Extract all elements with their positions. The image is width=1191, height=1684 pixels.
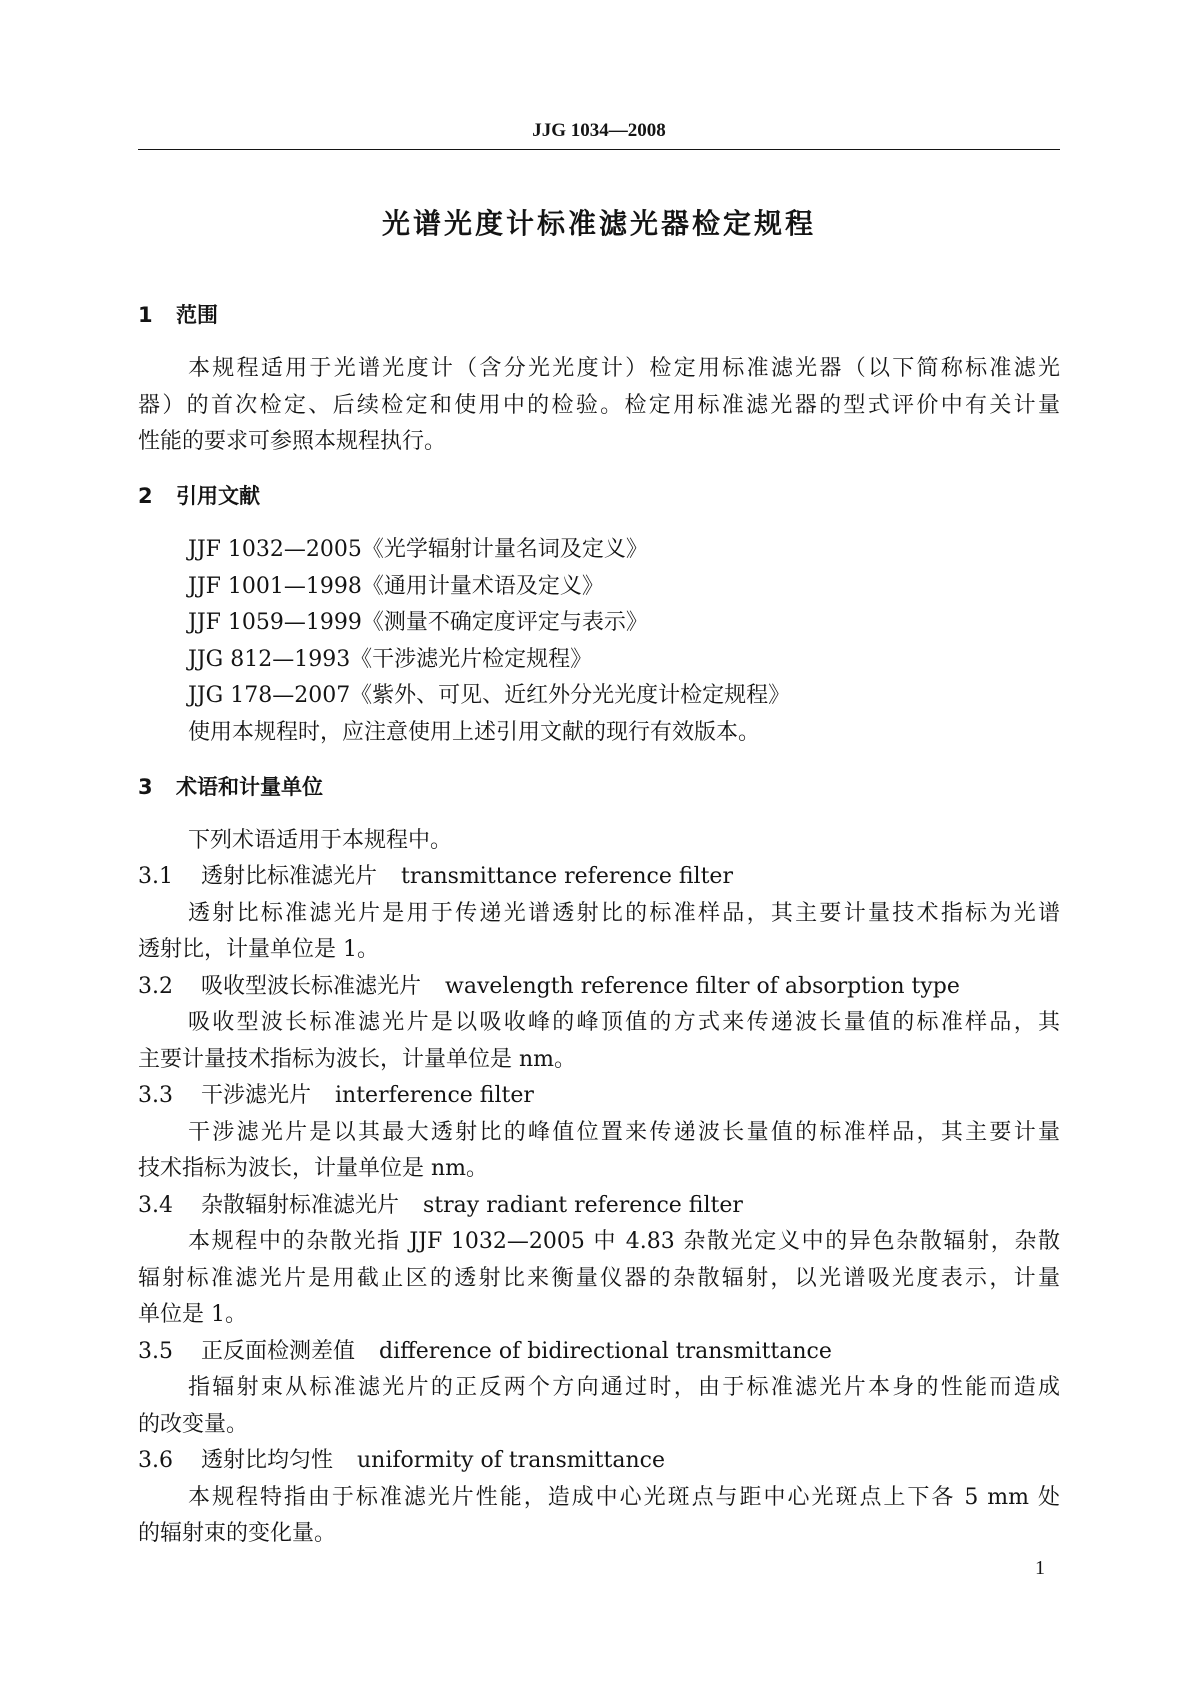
term-number: 3.3 [138, 1083, 173, 1108]
term-chinese: 透射比均匀性 [201, 1448, 334, 1473]
definition-line: 本规程特指由于标准滤光片性能，造成中心光斑点与距中心光斑点上下各 5 mm 处 [188, 1484, 1060, 1510]
term-chinese: 吸收型波长标准滤光片 [201, 973, 422, 999]
definition-line: 吸收型波长标准滤光片是以吸收峰的峰顶值的方式来传递波长量值的标准样品，其 [188, 1010, 1060, 1035]
term-english: transmittance reference filter [401, 864, 733, 889]
definition-line: 单位是 1。 [138, 1302, 247, 1327]
reference-item: JJG 178—2007《紫外、可见、近红外分光光度计检定规程》 [188, 683, 791, 708]
paragraph-line: 器）的首次检定、后续检定和使用中的检验。检定用标准滤光器的型式评价中有关计量 [138, 392, 1060, 418]
section-title: 引用文献 [176, 484, 260, 508]
definition-line: 的辐射束的变化量。 [138, 1521, 337, 1546]
definition-line: 干涉滤光片是以其最大透射比的峰值位置来传递波长量值的标准样品，其主要计量 [188, 1119, 1060, 1145]
term-entry-heading [138, 1078, 1060, 1115]
term-entry-heading [138, 1188, 1060, 1225]
paragraph-line: 性能的要求可参照本规程执行。 [138, 429, 447, 454]
term-entry-heading [138, 1443, 1060, 1480]
header-rule [138, 149, 1060, 150]
terms-intro: 下列术语适用于本规程中。 [188, 827, 453, 853]
term-number: 3.6 [138, 1448, 173, 1473]
definition-line: 本规程中的杂散光指 JJF 1032—2005 中 4.83 杂散光定义中的异色杂散辐射，杂散 [188, 1229, 1060, 1254]
section-title: 范围 [176, 303, 218, 327]
reference-item: JJF 1032—2005《光学辐射计量名词及定义》 [188, 537, 648, 562]
definition-line: 技术指标为波长，计量单位是 nm。 [138, 1156, 489, 1181]
term-english: interference filter [335, 1083, 534, 1108]
definition-line: 辐射标准滤光片是用截止区的透射比来衡量仪器的杂散辐射，以光谱吸光度表示，计量 [138, 1265, 1060, 1291]
definition-line: 的改变量。 [138, 1411, 249, 1437]
section-number: 2 [138, 484, 153, 508]
paragraph-line: 本规程适用于光谱光度计（含分光光度计）检定用标准滤光器（以下简称标准滤光 [188, 356, 1060, 381]
term-number: 3.2 [138, 973, 173, 999]
term-number: 3.5 [138, 1338, 173, 1364]
term-english: stray radiant reference filter [423, 1192, 743, 1218]
term-chinese: 干涉滤光片 [201, 1083, 312, 1108]
section-title: 术语和计量单位 [176, 774, 323, 799]
term-english: difference of bidirectional transmittance [379, 1338, 832, 1364]
section-number: 1 [138, 303, 153, 327]
section-heading-scope [138, 297, 1060, 334]
document-title: 光谱光度计标准滤光器检定规程 [381, 207, 816, 240]
reference-item: JJF 1059—1999《测量不确定度评定与表示》 [188, 610, 648, 635]
term-entry-heading [138, 969, 1060, 1006]
term-number: 3.4 [138, 1192, 173, 1218]
definition-line: 指辐射束从标准滤光片的正反两个方向通过时，由于标准滤光片本身的性能而造成 [188, 1375, 1060, 1400]
section-number: 3 [138, 774, 153, 799]
page-number: 1 [1035, 1557, 1045, 1579]
reference-item: JJG 812—1993《干涉滤光片检定规程》 [188, 646, 593, 672]
section-heading-terms [138, 769, 1060, 806]
term-chinese: 正反面检测差值 [201, 1338, 356, 1364]
term-english: wavelength reference filter of absorption type [445, 973, 960, 999]
definition-line: 透射比标准滤光片是用于传递光谱透射比的标准样品，其主要计量技术指标为光谱 [188, 900, 1060, 926]
reference-item: JJF 1001—1998《通用计量术语及定义》 [188, 573, 604, 599]
term-chinese: 杂散辐射标准滤光片 [201, 1192, 400, 1218]
definition-line: 主要计量技术指标为波长，计量单位是 nm。 [138, 1046, 577, 1072]
term-entry-heading [138, 1334, 1060, 1371]
section-heading-references [138, 478, 1060, 515]
running-head: JJG 1034—2008 [532, 120, 666, 141]
definition-line: 透射比，计量单位是 1。 [138, 937, 379, 962]
term-entry-heading [138, 859, 1060, 896]
document-body [138, 297, 1060, 1553]
term-chinese: 透射比标准滤光片 [201, 864, 378, 889]
reference-note: 使用本规程时，应注意使用上述引用文献的现行有效版本。 [188, 719, 761, 745]
term-english: uniformity of transmittance [357, 1448, 665, 1473]
term-number: 3.1 [138, 864, 173, 889]
